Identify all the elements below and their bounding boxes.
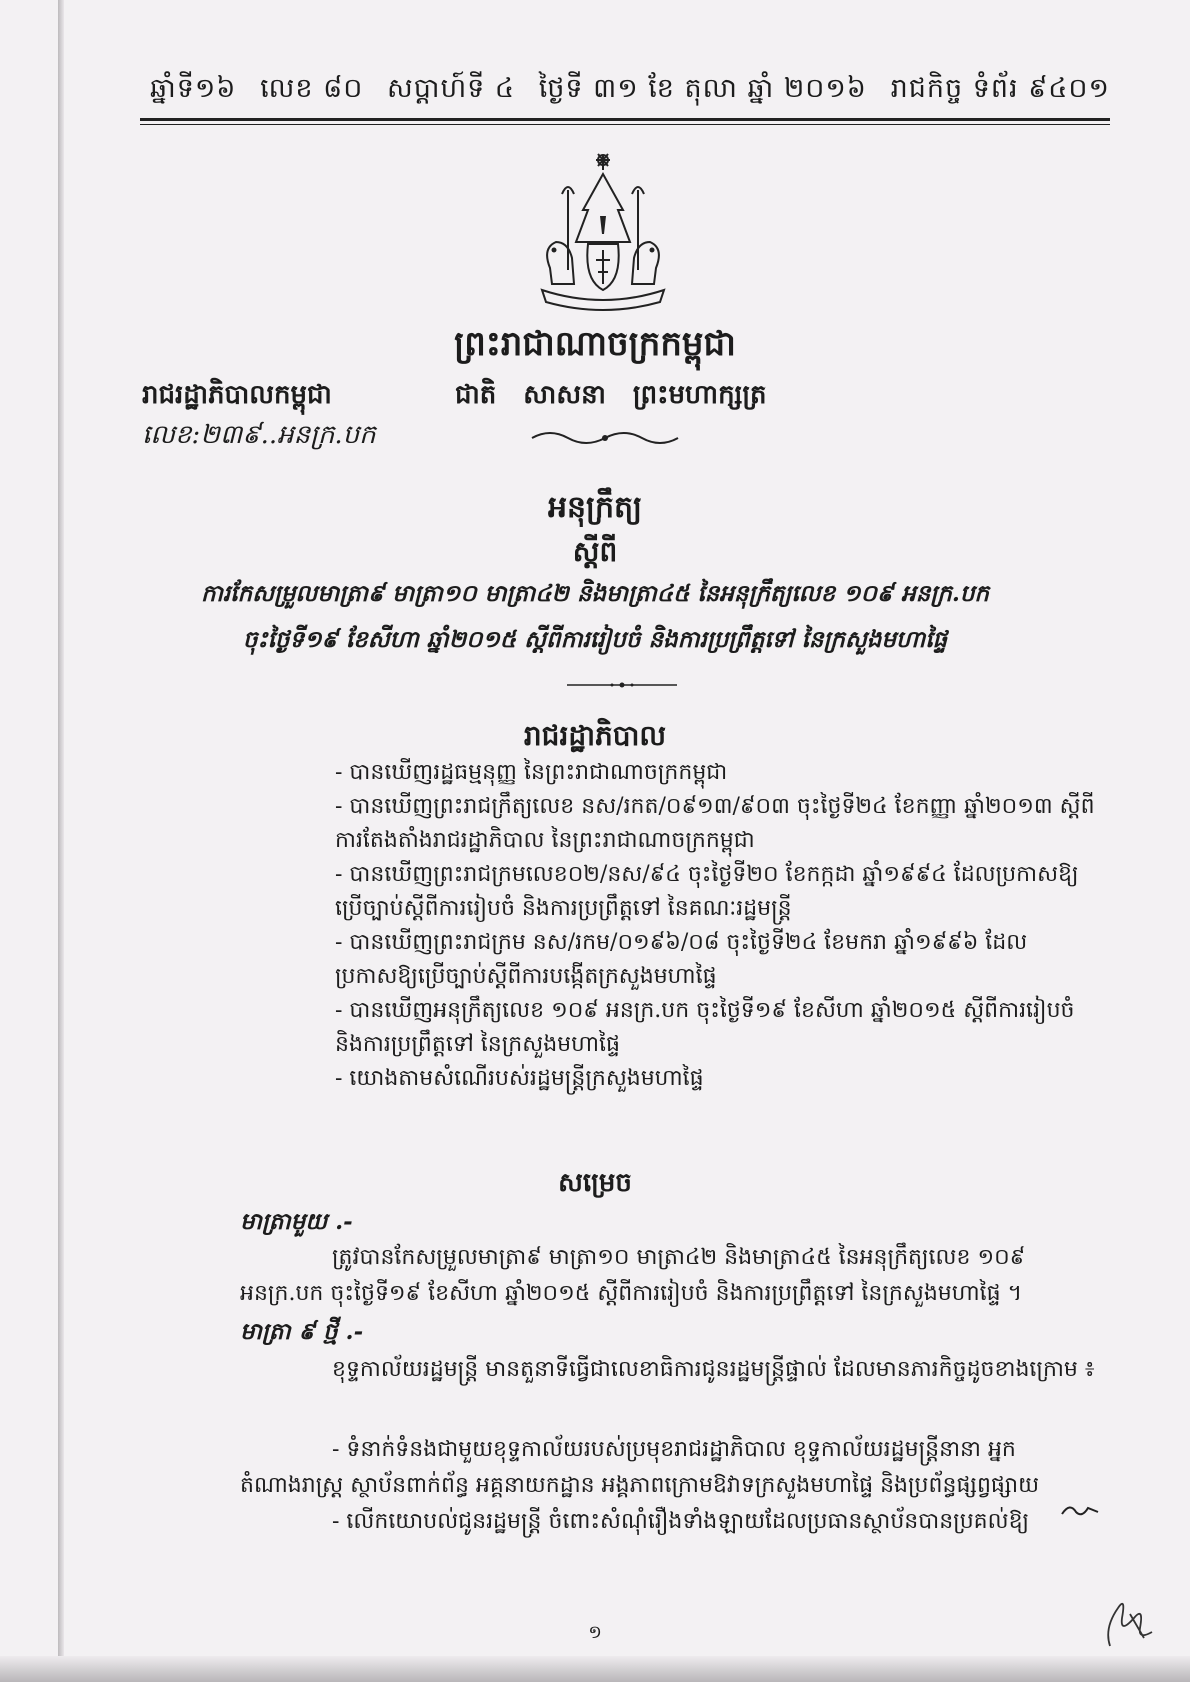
recital-item: - បានឃើញអនុក្រឹត្យលេខ ១០៩ អនក្រ.បក ចុះថ្ងៃទី១៩ ខែសីហា ឆ្នាំ២០១៥ ស្តីពីការរៀបចំ និងការប្រព្រឹត្តទៅ នៃក្រសួងមហាផ្ទៃ [335,998,1075,1057]
article-1-text: ត្រូវបានកែសម្រួលមាត្រា៩ មាត្រា១០ មាត្រា៤២ និងមាត្រា៤៥ នៃអនុក្រឹត្យលេខ ១០៩ អនក្រ.បក ចុះថ្ងៃទី១៩ ខែសីហា ឆ្នាំ២០១៥ ស្តីពីការរៀបចំ និងការប្រព្រឹត្តទៅ នៃក្រសួងមហាផ្ទៃ ។ [240,1245,1026,1306]
recital-item: - យោងតាមសំណើរបស់រដ្ឋមន្ត្រីក្រសួងមហាផ្ទៃ [335,1066,704,1091]
kingdom-title: ព្រះរាជាណាចក្រកម្ពុជា [454,324,736,364]
bullet-item: - លើកយោបល់ជូនរដ្ឋមន្ត្រី ចំពោះសំណុំរឿងទាំងឡាយដែលប្រធានស្ថាប័នបានប្រគល់ឱ្យ [332,1509,1030,1534]
subject-line-2: ចុះថ្ងៃទី១៩ ខែសីហា ឆ្នាំ២០១៥ ស្តីពីការរៀបចំ និងការប្រព្រឹត្តទៅ នៃក្រសួងមហាផ្ទៃ [242,626,948,653]
motto-flourish-icon [530,428,680,448]
scan-bottom-edge [0,1656,1190,1682]
header-page-ref: រាជកិច្ច ទំព័រ ៩៤០១ [890,73,1110,104]
handwritten-initial-icon [1060,1500,1100,1520]
recital-item: - បានឃើញព្រះរាជក្រឹត្យលេខ នស/រកត/០៩១៣/៩០៣ ចុះថ្ងៃទី២៤ ខែកញ្ញា ឆ្នាំ២០១៣ ស្តីពីការតែងតាំងរាជរដ្ឋាភិបាល នៃព្រះរាជាណាចក្រកម្ពុជា [335,794,1095,853]
recital-item: - បានឃើញរដ្ឋធម្មនុញ្ញ នៃព្រះរាជាណាចក្រកម្ពុជា [335,760,728,785]
decision-heading: សម្រេច [558,1168,632,1198]
royal-coat-of-arms-icon [528,150,678,320]
subject-label: ស្តីពី [572,535,618,568]
header-rule [140,118,1110,125]
article-1-heading: មាត្រាមួយ .- [240,1208,353,1235]
government-name: រាជរដ្ឋាភិបាលកម្ពុជា [142,380,332,410]
header-issue: លេខ ៨០ [260,73,364,104]
recital-item: - បានឃើញព្រះរាជក្រមលេខ០២/នស/៩៤ ចុះថ្ងៃទី២០ ខែកក្កដា ឆ្នាំ១៩៩៤ ដែលប្រកាសឱ្យប្រើច្បាប់ស្តីពីការរៀបចំ និងការប្រព្រឹត្តទៅ នៃគណៈរដ្ឋមន្ត្រី [335,862,1079,921]
gazette-header [150,72,1110,111]
national-motto: ជាតិ សាសនា ព្រះមហាក្សត្រ [455,380,767,410]
header-date: ថ្ងៃទី ៣១ ខែ តុលា ឆ្នាំ ២០១៦ [538,73,867,104]
reference-number: លេខ:២៣៩..អនក្រ.បក [142,420,376,450]
scan-left-edge [58,0,64,1682]
recital-item: - បានឃើញព្រះរាជក្រម នស/រកម/០១៩៦/០៨ ចុះថ្ងៃទី២៤ ខែមករា ឆ្នាំ១៩៩៦ ដែលប្រកាសឱ្យប្រើច្បាប់ស្តីពីការបង្កើតក្រសួងមហាផ្ទៃ [335,930,1028,989]
recitals-list [335,756,1105,1096]
bullet-item: - ទំនាក់ទំនងជាមួយខុទ្ទកាល័យរបស់ប្រមុខរាជរដ្ឋាភិបាល ខុទ្ទកាល័យរដ្ឋមន្ត្រីនានា អ្នកតំណាងរាស្ត្រ ស្ថាប័នពាក់ព័ន្ធ អគ្គនាយកដ្ឋាន អង្គភាពក្រោមឱវាទក្រសួងមហាផ្ទៃ និងប្រព័ន្ធផ្សព្វផ្សាយ [240,1437,1040,1498]
document-type: អនុក្រឹត្យ [547,490,643,525]
article-9-bullets [240,1432,1105,1540]
header-year: ឆ្នាំទី១៦ [150,73,237,104]
header-week: សប្តាហ៍ទី ៤ [387,73,516,104]
article-9-text: ខុទ្ទកាល័យរដ្ឋមន្ត្រី មានតួនាទីធ្វើជាលេខាធិការជូនរដ្ឋមន្ត្រីផ្ទាល់ ដែលមានភារកិច្ចដូចខាងក្រោម ៖ [332,1357,1095,1382]
issuer-heading: រាជរដ្ឋាភិបាល [523,719,667,752]
section-divider-icon [567,680,677,690]
article-9-heading: មាត្រា ៩ ថ្មី .- [240,1318,364,1345]
subject-line-1: ការកែសម្រួលមាត្រា៩ មាត្រា១០ មាត្រា៤២ និងមាត្រា៤៥ នៃអនុក្រឹត្យលេខ ១០៩ អនក្រ.បក [200,580,990,607]
page-number: ១ [588,1622,602,1643]
